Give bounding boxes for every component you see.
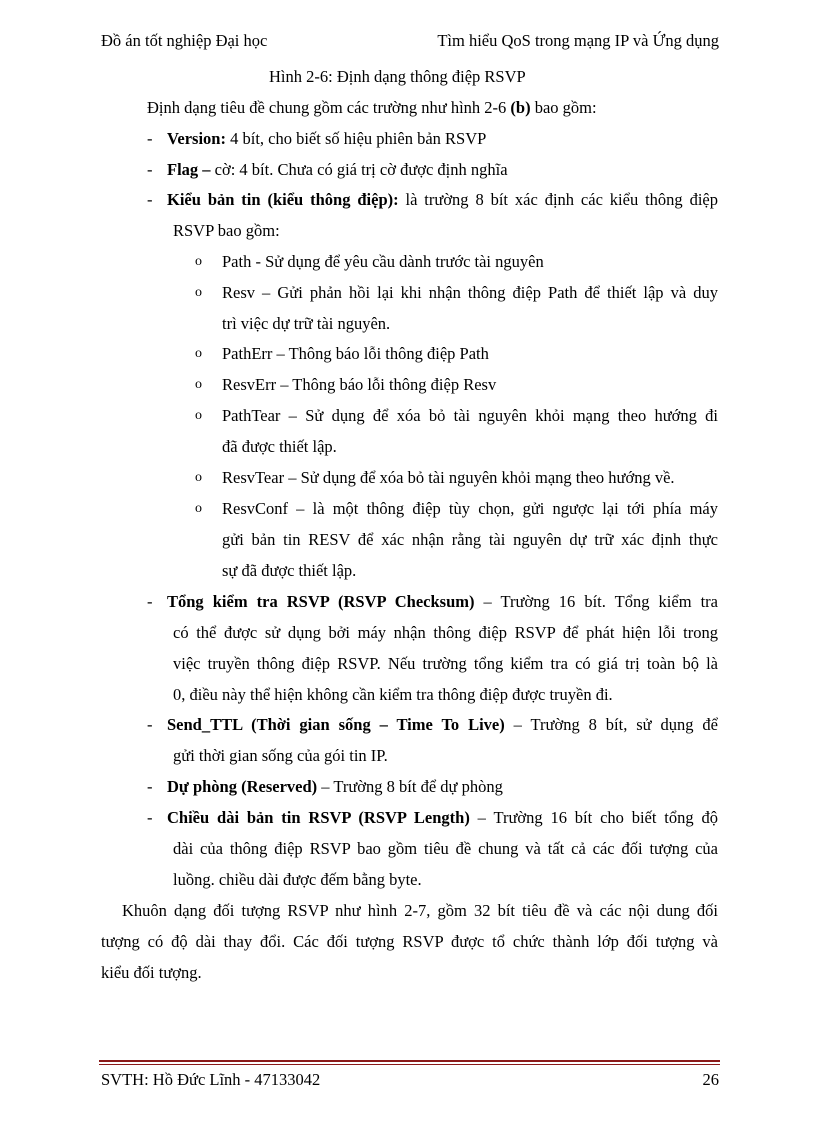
item-send-ttl: Send_TTL (Thời gian sống – Time To Live) – Trường 8 bít, sử dụng để — [167, 715, 718, 734]
bullet-marker: - — [147, 592, 153, 611]
item-checksum-cont: việc truyền thông điệp RSVP. Nếu trường tổng kiểm tra có giá trị toàn bộ là — [173, 654, 718, 673]
sub-item-resverr: ResvErr – Thông báo lỗi thông điệp Resv — [222, 375, 497, 394]
bullet-marker: - — [147, 808, 153, 827]
circle-marker: o — [195, 470, 202, 485]
figure-caption: Hình 2-6: Định dạng thông điệp RSVP — [269, 67, 526, 86]
item-checksum-cont: có thể được sử dụng bởi máy nhận thông điệp RSVP để phát hiện lỗi trong — [173, 623, 718, 642]
sub-item-resvconf-cont: gửi bản tin RESV để xác nhận rằng tài nguyên dự trữ xác định thực — [222, 530, 718, 549]
sub-item-pathtear: PathTear – Sử dụng để xóa bỏ tài nguyên khỏi mạng theo hướng đi — [222, 406, 718, 425]
header-left: Đồ án tốt nghiệp Đại học — [101, 31, 268, 50]
sub-item-path: Path - Sử dụng để yêu cầu dành trước tài nguyên — [222, 252, 544, 271]
circle-marker: o — [195, 377, 202, 392]
sub-item-resv-cont: trì việc dự trữ tài nguyên. — [222, 314, 391, 333]
closing-paragraph-cont: tượng có độ dài thay đổi. Các đối tượng RSVP được tổ chức thành lớp đối tượng và — [101, 932, 718, 951]
item-message-type-cont: RSVP bao gồm: — [173, 221, 280, 240]
footer-divider — [99, 1064, 720, 1065]
bullet-marker: - — [147, 190, 153, 209]
intro-paragraph: Định dạng tiêu đề chung gồm các trường như hình 2-6 (b) bao gồm: — [147, 98, 597, 117]
item-version: Version: 4 bít, cho biết số hiệu phiên bản RSVP — [167, 129, 487, 148]
footer-author: SVTH: Hồ Đức Lĩnh - 47133042 — [101, 1070, 321, 1089]
item-message-type: Kiểu bản tin (kiểu thông điệp): là trường 8 bít xác định các kiểu thông điệp — [167, 190, 718, 209]
item-length: Chiều dài bản tin RSVP (RSVP Length) – Trường 16 bít cho biết tổng độ — [167, 808, 718, 827]
sub-item-pathtear-cont: đã được thiết lập. — [222, 437, 337, 456]
sub-item-resvconf-cont: sự đã được thiết lập. — [222, 561, 357, 580]
item-flag: Flag – cờ: 4 bít. Chưa có giá trị cờ được định nghĩa — [167, 160, 508, 179]
item-reserved: Dự phòng (Reserved) – Trường 8 bít để dự phòng — [167, 777, 503, 796]
bullet-marker: - — [147, 160, 153, 179]
sub-item-resvconf: ResvConf – là một thông điệp tùy chọn, gửi ngược lại tới phía máy — [222, 499, 718, 518]
closing-paragraph: Khuôn dạng đối tượng RSVP như hình 2-7, gồm 32 bít tiêu đề và các nội dung đối — [122, 901, 718, 920]
sub-item-patherr: PathErr – Thông báo lỗi thông điệp Path — [222, 344, 489, 363]
circle-marker: o — [195, 346, 202, 361]
item-send-ttl-cont: gửi thời gian sống của gói tin IP. — [173, 746, 388, 765]
page-header — [101, 30, 719, 56]
item-checksum: Tổng kiểm tra RSVP (RSVP Checksum) – Trường 16 bít. Tổng kiểm tra — [167, 592, 718, 611]
circle-marker: o — [195, 408, 202, 423]
item-checksum-cont: 0, điều này thể hiện không cần kiểm tra thông điệp được truyền đi. — [173, 685, 613, 704]
bullet-marker: - — [147, 715, 153, 734]
bullet-marker: - — [147, 129, 153, 148]
sub-item-resvtear: ResvTear – Sử dụng để xóa bỏ tài nguyên khỏi mạng theo hướng về. — [222, 468, 675, 487]
sub-item-resv: Resv – Gửi phản hồi lại khi nhận thông điệp Path để thiết lập và duy — [222, 283, 718, 302]
bullet-marker: - — [147, 777, 153, 796]
page-number: 26 — [702, 1070, 719, 1089]
page-footer — [101, 1069, 719, 1093]
header-right: Tìm hiểu QoS trong mạng IP và Ứng dụng — [437, 31, 719, 50]
closing-paragraph-cont: kiểu đối tượng. — [101, 963, 202, 982]
footer-divider — [99, 1060, 720, 1062]
circle-marker: o — [195, 254, 202, 269]
item-length-cont: luồng. chiều dài được đếm bằng byte. — [173, 870, 422, 889]
circle-marker: o — [195, 285, 202, 300]
circle-marker: o — [195, 501, 202, 516]
item-length-cont: dài của thông điệp RSVP bao gồm tiêu đề chung và tất cả các đối tượng của — [173, 839, 718, 858]
